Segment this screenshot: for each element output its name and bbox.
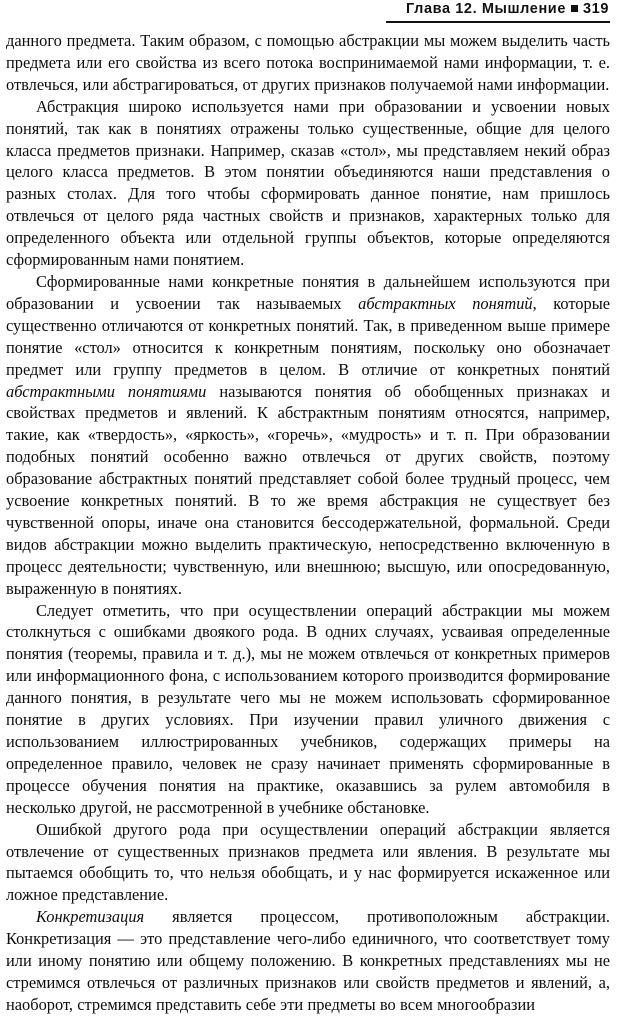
text-run: Абстракция широко используется нами при образовании и усвоении новых понятий, так как в понятиях отражены только существенные, общие для целого класса предметов признаки. Например, сказав «стол», мы представляем некий образ целого класса предметов. В этом понятии объединяются наши представления о разных столах. Для того чтобы сформировать данное понятие, нам пришлось отвлечься от целого ряда частных свойств и признаков, характерных только для определенного объекта или отдельной группы объектов, которые определяются сформированным нами понятием. xyxy=(6,96,610,270)
header-divider-rule xyxy=(386,21,610,23)
paragraph-p2 xyxy=(6,96,610,271)
chapter-title: Глава 12. Мышление xyxy=(406,1,566,18)
text-run: называются понятия об обобщенных признаках и свойствах предметов и явлений. К абстрактным понятиям относятся, например, такие, как «твердость», «яркость», «горечь», «мудрость» и т. п. При образовании подобных понятий особенно важно отвлечься от других свойств, поэтому образование абстрактных понятий представляет собой более трудный процесс, чем усвоение конкретных понятий. В то же время абстракция не существует без чувственной опоры, иначе она становится бессодержательной, формальной. Среди видов абстракции можно выделить практическую, непосредственно включенную в процесс деятельности; чувственную, или внешнюю; высшую, или опосредованную, выраженную в понятиях. xyxy=(6,381,610,598)
paragraph-p3 xyxy=(6,271,610,600)
paragraph-p4 xyxy=(6,600,610,819)
paragraph-p1 xyxy=(6,30,610,96)
text-run: данного предмета. Таким образом, с помощью абстракции мы можем выделить часть предмета или его свойства из всего потока воспринимаемой нами информации, т. е. отвлечься, или абстрагироваться, от других признаков получаемой нами информации. xyxy=(6,31,610,94)
paragraph-p6 xyxy=(6,906,610,1016)
emphasized-term: абстрактными понятиями xyxy=(6,381,207,401)
filled-square-icon xyxy=(571,5,578,12)
paragraph-p5 xyxy=(6,819,610,907)
text-run: , которые существенно отличаются от конкретных понятий. Так, в приведенном выше примере понятие «стол» относится к конкретным понятиям, поскольку оно обозначает предмет или группу предметов в целом. В отличие от конкретных понятий xyxy=(6,293,610,379)
emphasized-term: Конкретизация xyxy=(36,907,145,927)
body-text-column xyxy=(6,30,610,1016)
emphasized-term: абстрактных понятий xyxy=(358,293,533,313)
page-running-header xyxy=(0,0,620,28)
text-run: Следует отметить, что при осуществлении операций абстракции мы можем столкнуться с ошибками двоякого рода. В одних случаях, усваивая определенные понятия (теоремы, правила и т. д.), мы не можем отвлечься от конкретных примеров или информационного фона, с использованием которого производится формирование данного понятия, в результате чего мы не можем использовать сформированное понятие в других условиях. При изучении правил уличного движения с использованием иллюстрированных учебников, содержащих примеры на определенное правило, человек не сразу начинает применять сформированные в процессе обучения понятия на практике, оказавшись за рулем автомобиля в несколько другой, не рассмотренной в учебнике обстановке. xyxy=(6,600,610,817)
text-run: является процессом, противоположным абстракции. Конкретизация — это представление чего-либо единичного, что соответствует тому или иному понятию или общему положению. В конкретных представлениях мы не стремимся отвлечься от различных признаков или свойств предметов и явлений, а, наоборот, стремимся представить себе эти предметы во всем многообразии xyxy=(6,907,610,1014)
header-title xyxy=(406,1,609,17)
text-run: Сформированные нами конкретные понятия в дальнейшем используются при образовании и усвоении так называемых xyxy=(6,271,610,313)
text-run: Ошибкой другого рода при осуществлении операций абстракции является отвлечение от существенных признаков предмета или явления. В результате мы пытаемся обобщить то, что нельзя обобщать, и у нас формируется искаженное или ложное представление. xyxy=(6,819,610,905)
page-number: 319 xyxy=(583,1,609,18)
